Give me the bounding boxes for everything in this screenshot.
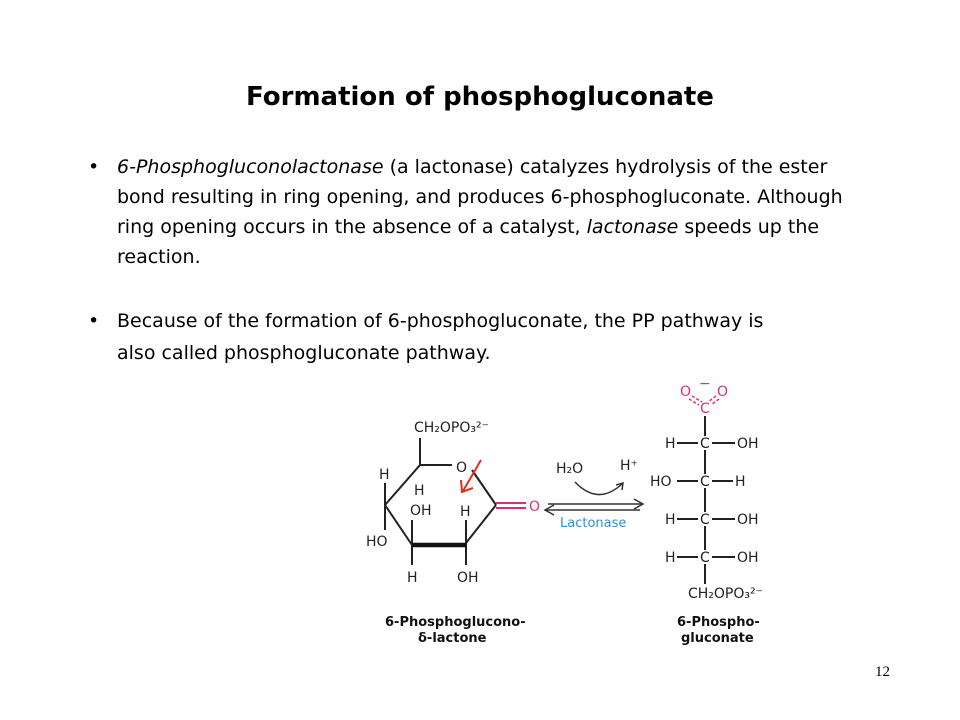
proton-label: H⁺ bbox=[620, 458, 638, 474]
reactant-name-line2: δ-lactone bbox=[418, 631, 487, 646]
row2-right: H bbox=[735, 474, 746, 490]
row4-carbon: C bbox=[700, 550, 710, 566]
enzyme-label: Lactonase bbox=[560, 516, 627, 531]
substituent-ch2opo3: CH₂OPO₃²⁻ bbox=[414, 420, 490, 436]
c3-hydrogen: H bbox=[407, 570, 418, 586]
row2-left: HO bbox=[650, 474, 672, 490]
carboxylate-oxygen-left: O bbox=[680, 384, 692, 400]
slide-title: Formation of phosphogluconate bbox=[246, 82, 714, 112]
carbonyl-oxygen: O bbox=[529, 499, 541, 515]
c2-hydrogen: H bbox=[460, 504, 471, 520]
bullet-text-line1: Because of the formation of 6-phosphogluconate, the PP pathway is bbox=[117, 310, 764, 332]
bullet-text-line2: also called phosphogluconate pathway. bbox=[117, 342, 491, 364]
row4-left: H bbox=[665, 550, 676, 566]
c4-hydroxyl: HO bbox=[366, 534, 388, 550]
ring-oxygen: O bbox=[456, 460, 468, 476]
row3-carbon: C bbox=[700, 512, 710, 528]
carboxylate-oxygen-right: O bbox=[717, 384, 729, 400]
row1-right: OH bbox=[737, 436, 759, 452]
product-name-line1: 6-Phospho- bbox=[677, 615, 760, 630]
carboxylate-carbon: C bbox=[700, 401, 710, 417]
row4-right: OH bbox=[737, 550, 759, 566]
bullet-text-end: speeds up the reaction. bbox=[117, 216, 820, 268]
row2-carbon: C bbox=[700, 474, 710, 490]
carboxylate-charge: − bbox=[699, 376, 711, 392]
enzyme-name-short: lactonase bbox=[586, 216, 679, 238]
c2-hydroxyl: OH bbox=[457, 570, 479, 586]
reaction-arrows bbox=[545, 482, 643, 515]
bullet-dot: • bbox=[88, 310, 100, 332]
c4-hydrogen: H bbox=[379, 467, 390, 483]
enzyme-name-lactonase: 6-Phosphogluconolactonase bbox=[117, 156, 384, 178]
product-name-line2: gluconate bbox=[681, 631, 754, 646]
water-label: H₂O bbox=[556, 461, 584, 477]
c5-hydrogen: H bbox=[414, 483, 425, 499]
bullet-dot: • bbox=[88, 156, 100, 178]
row1-left: H bbox=[665, 436, 676, 452]
c3-hydroxyl: OH bbox=[410, 503, 432, 519]
bullet-text: (a lactonase) catalyzes hydrolysis of the ester bond resulting in ring opening, and produces 6-phosphogluconate. Although ring opening occurs in the absence of a catalyst, bbox=[117, 156, 843, 238]
row3-left: H bbox=[665, 512, 676, 528]
row1-carbon: C bbox=[700, 436, 710, 452]
terminal-ch2opo3: CH₂OPO₃²⁻ bbox=[688, 586, 764, 602]
row3-right: OH bbox=[737, 512, 759, 528]
reactant-name-line1: 6-Phosphoglucono- bbox=[385, 615, 526, 630]
page-number: 12 bbox=[875, 664, 890, 680]
